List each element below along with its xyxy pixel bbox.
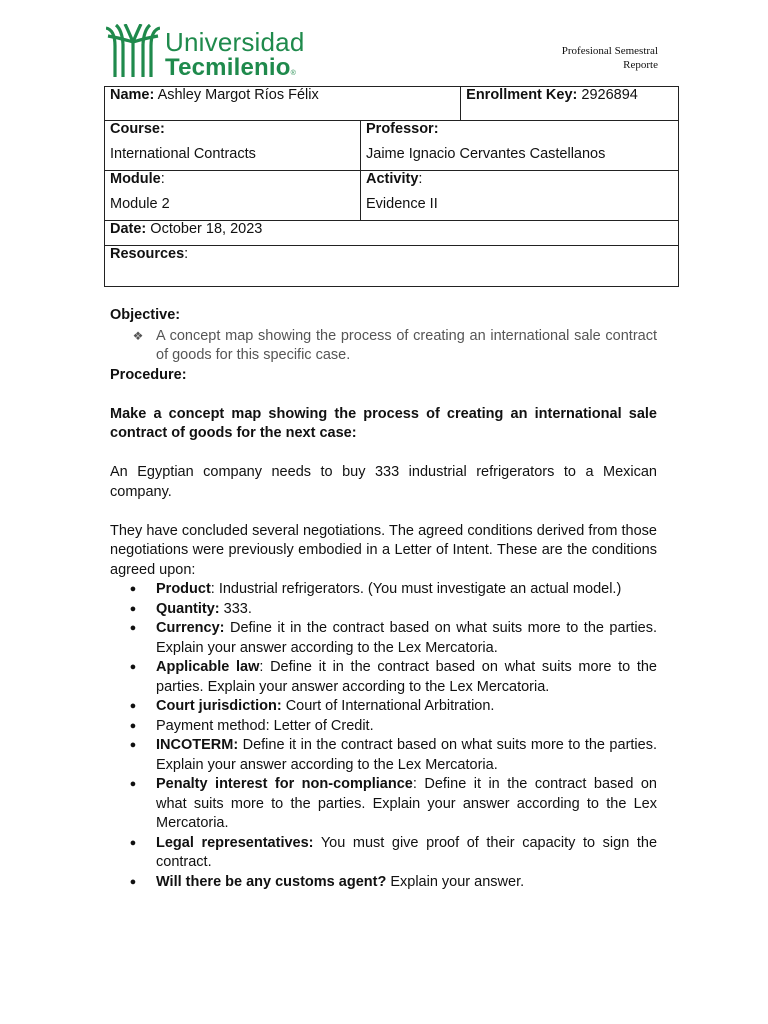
list-item: ● Currency: Define it in the contract based on what suits more to the parties. Explain your answer according to the Lex Mercatoria. <box>110 619 657 658</box>
bullet-icon: ● <box>129 875 137 888</box>
header-report-label: Reporte <box>623 59 658 71</box>
logo-brand-word: Tecmilenio® <box>165 54 296 81</box>
bullet-icon: ● <box>129 661 137 673</box>
date-value: October 18, 2023 <box>150 221 263 237</box>
activity-cell: Activity: Evidence II <box>361 171 679 221</box>
list-item: ● Applicable law: Define it in the contract based on what suits more to the parties. Explain your answer according to the Lex Mercatoria. <box>110 658 657 697</box>
enrollment-key: 2926894 <box>581 87 638 103</box>
bullet-icon: ● <box>129 583 137 595</box>
bullet-icon: ● <box>129 622 137 634</box>
list-item: ● Product: Industrial refrigerators. (You must investigate an actual model.) <box>110 580 657 600</box>
course-value: International Contracts <box>110 146 256 162</box>
bullet-icon: ● <box>129 739 137 751</box>
bullet-icon: ● <box>129 836 137 849</box>
list-item: ● Legal representatives: You must give proof of their capacity to sign the contract. <box>110 834 657 873</box>
list-item: ● Payment method: Letter of Credit. <box>110 717 657 737</box>
list-item: ● Penalty interest for non-compliance: Define it in the contract based on what suits more to the parties. Explain your answer according to the Lex Mercatoria. <box>110 775 657 834</box>
resources-cell: Resources: <box>105 246 679 287</box>
tecmilenio-logo-emblem <box>106 24 160 78</box>
professor-cell: Professor: Jaime Ignacio Cervantes Castellanos <box>361 121 679 171</box>
header-program: Profesional Semestral <box>561 45 658 57</box>
professor-value: Jaime Ignacio Cervantes Castellanos <box>366 146 606 162</box>
objective-heading: Objective: <box>110 307 181 323</box>
header-document-type <box>562 44 658 72</box>
student-name: Ashley Margot Ríos Félix <box>157 87 319 103</box>
student-info-table <box>104 86 679 287</box>
bullet-icon: ● <box>129 719 137 732</box>
name-cell: Name: Ashley Margot Ríos Félix <box>105 87 461 121</box>
procedure-heading: Procedure: <box>110 366 187 383</box>
list-item: ● Court jurisdiction: Court of International Arbitration. <box>110 697 657 717</box>
logo-university-word: Universidad <box>165 27 305 57</box>
list-item: ● Will there be any customs agent? Explain your answer. <box>110 873 657 893</box>
bullet-icon: ● <box>129 700 137 712</box>
bullet-icon: ● <box>129 602 137 615</box>
module-value: Module 2 <box>110 196 170 212</box>
list-item: ● INCOTERM: Define it in the contract based on what suits more to the parties. Explain your answer according to the Lex Mercatoria. <box>110 736 657 775</box>
course-cell: Course: International Contracts <box>105 121 361 171</box>
objective-item <box>110 327 657 366</box>
module-cell: Module: Module 2 <box>105 171 361 221</box>
bullet-icon: ● <box>129 778 137 790</box>
procedure-instruction: Make a concept map showing the process of creating an international sale contract of goods for the next case: <box>110 405 657 441</box>
case-paragraph-2: They have concluded several negotiations. The agreed conditions derived from those negotiations were previously embodied in a Letter of Intent. These are the conditions agreed upon: <box>110 522 657 578</box>
enrollment-cell: Enrollment Key: 2926894 <box>461 87 679 121</box>
activity-value: Evidence II <box>366 196 438 212</box>
objective-text: A concept map showing the process of creating an international sale contract of goods for this specific case. <box>156 327 657 363</box>
document-body <box>110 306 657 892</box>
diamond-bullet-icon: ❖ <box>132 328 144 343</box>
conditions-list <box>110 580 657 892</box>
tecmilenio-logo-text <box>165 28 305 86</box>
date-cell: Date: October 18, 2023 <box>105 221 679 246</box>
list-item: ● Quantity: 333. <box>110 600 657 620</box>
case-paragraph-1: An Egyptian company needs to buy 333 industrial refrigerators to a Mexican company. <box>110 464 657 500</box>
